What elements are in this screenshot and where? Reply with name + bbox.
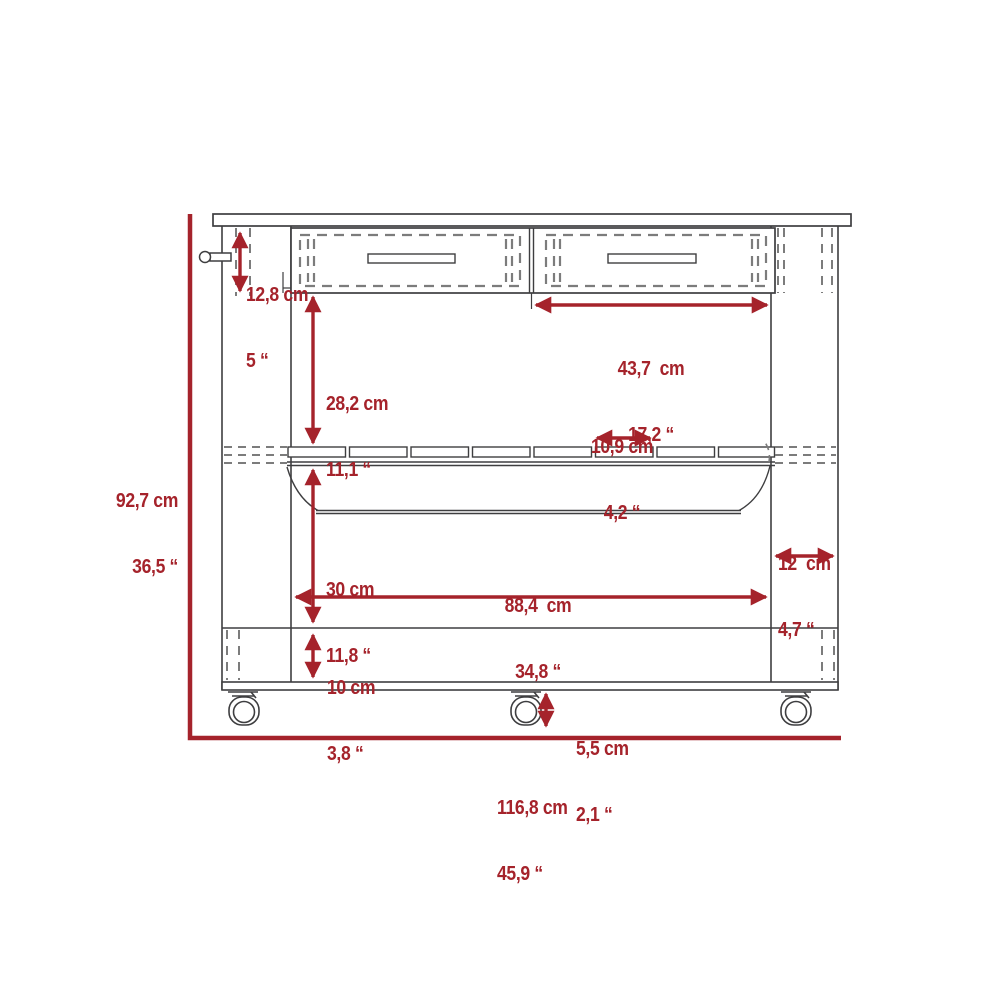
label-slat-width [567,392,676,546]
label-overall-height [102,446,178,600]
caster-right-icon [781,692,811,725]
label-slat-width-cm: 10,9 cm [590,436,654,458]
slatted-shelf [224,447,836,466]
side-knob-icon [200,252,232,263]
label-overall-width-in: 45,9 “ [497,863,543,885]
label-caster-height-in: 2,1 “ [576,804,613,826]
countertop [213,214,851,226]
label-caster-height-cm: 5,5 cm [576,738,629,760]
label-lower-cavity-cm: 30 cm [326,579,375,601]
label-caster-height [576,694,629,848]
label-base-height [327,633,375,787]
label-lower-cavity-in: 11,8 “ [326,645,371,667]
label-slat-width-in: 4,2 “ [603,502,641,524]
label-overall-height-in: 36,5 “ [132,556,178,578]
label-overall-width-cm: 116,8 cm [497,797,568,819]
label-interior-width [476,551,599,705]
label-overall-width [497,753,568,907]
label-drawer-width-in: 17,2 “ [628,424,674,446]
label-base-height-cm: 10 cm [327,677,376,699]
label-drawer-height-cm: 12,8 cm [246,284,309,306]
caster-left-icon [228,692,259,725]
drawer-left-handle [368,254,455,263]
label-base-height-in: 3,8 “ [327,743,364,765]
drawer-right-handle [608,254,696,263]
label-side-depth-in: 4,7 “ [778,619,815,641]
label-drawer-width-cm: 43,7 cm [617,358,685,380]
label-interior-width-cm: 88,4 cm [504,595,572,617]
label-side-depth [778,509,831,663]
label-overall-height-cm: 92,7 cm [115,490,178,512]
label-upper-cavity [326,349,388,503]
label-drawer-height-in: 5 “ [246,350,269,372]
label-upper-cavity-in: 11,1 “ [326,459,371,481]
label-upper-cavity-cm: 28,2 cm [326,393,389,415]
label-interior-width-in: 34,8 “ [515,661,561,683]
drawer-block [283,228,775,309]
label-drawer-height [246,240,308,394]
label-side-depth-cm: 12 cm [778,553,831,575]
